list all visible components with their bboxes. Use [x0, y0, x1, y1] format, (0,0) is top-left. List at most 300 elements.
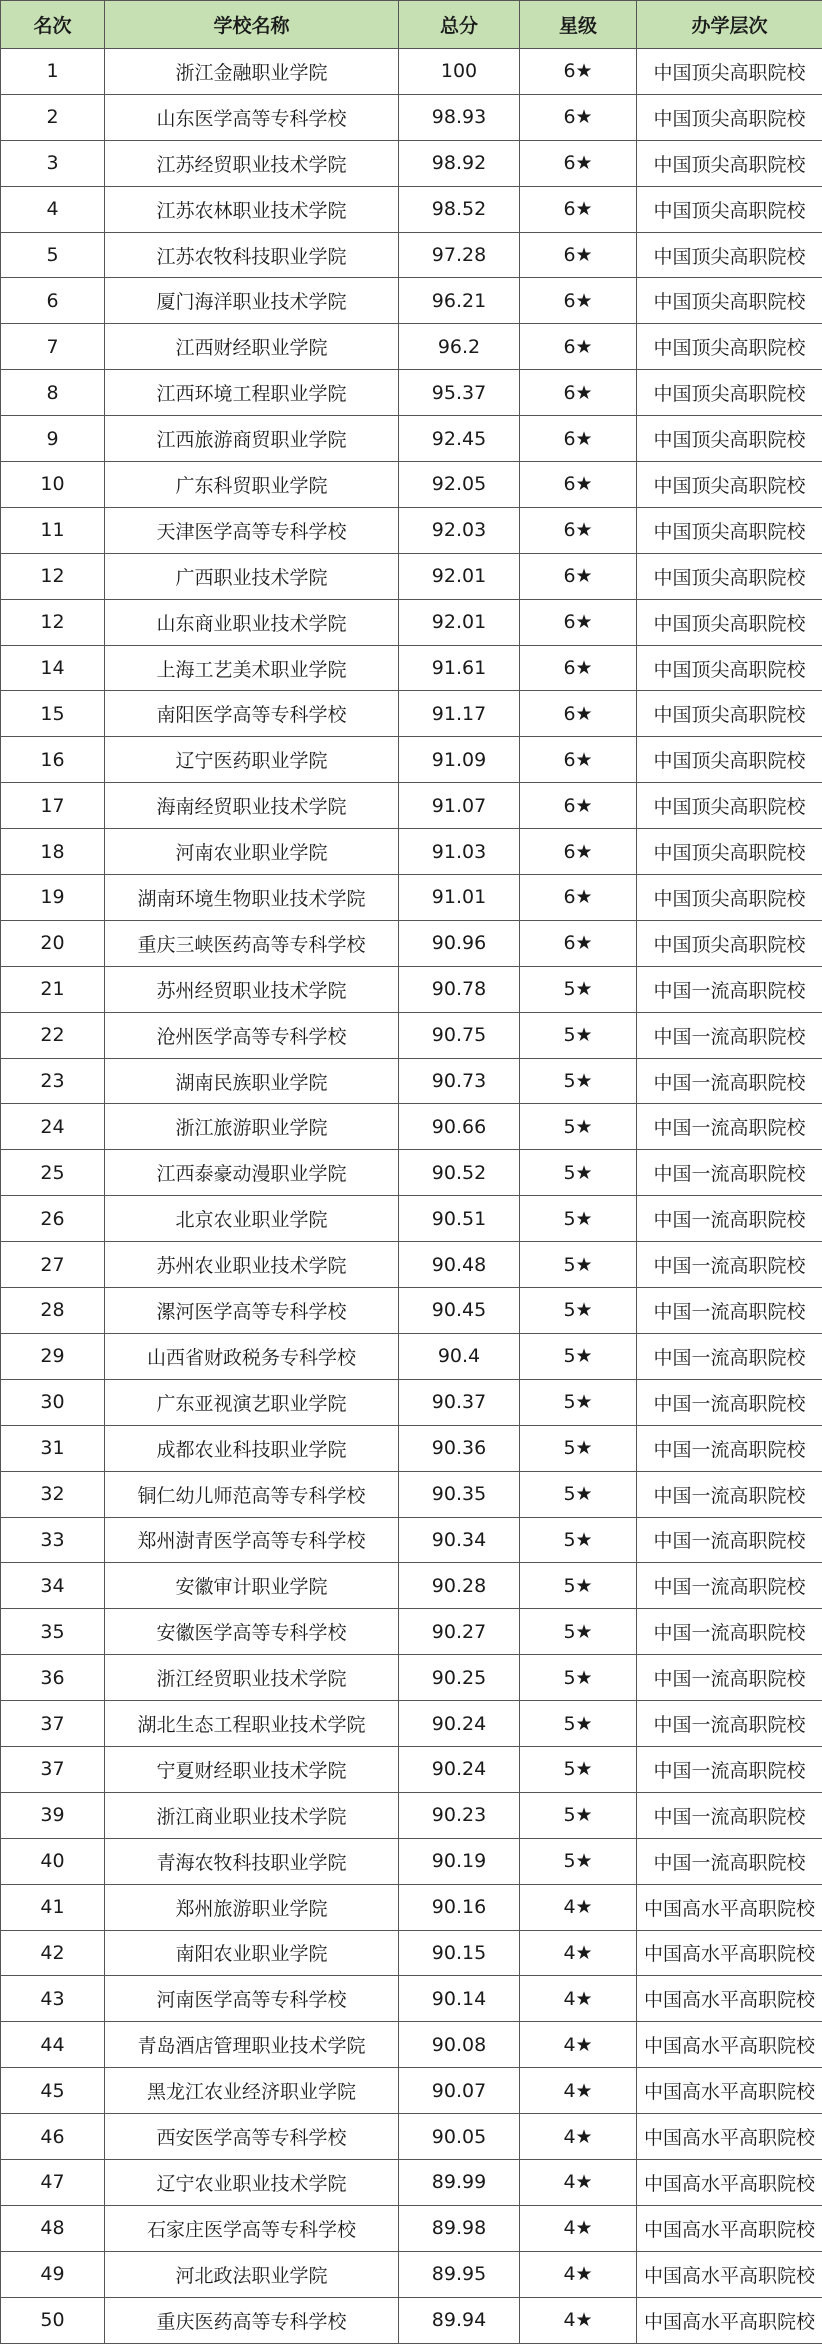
table-row	[1, 1425, 822, 1471]
cell-school-tier: 中国顶尖高职院校	[637, 691, 822, 737]
header-school-name: 学校名称	[105, 1, 399, 49]
cell-rank: 20	[1, 920, 105, 966]
cell-rank: 47	[1, 2159, 105, 2205]
cell-school-name: 重庆三峡医药高等专科学校	[105, 920, 399, 966]
cell-star-level: 5★	[520, 1655, 637, 1701]
cell-school-name: 苏州经贸职业技术学院	[105, 966, 399, 1012]
cell-school-tier: 中国一流高职院校	[637, 1333, 822, 1379]
cell-school-tier: 中国高水平高职院校	[637, 1884, 822, 1930]
table-row	[1, 140, 822, 186]
table-row	[1, 1609, 822, 1655]
cell-school-tier: 中国顶尖高职院校	[637, 737, 822, 783]
cell-star-level: 4★	[520, 1976, 637, 2022]
cell-school-name: 江西泰豪动漫职业学院	[105, 1150, 399, 1196]
cell-star-level: 6★	[520, 920, 637, 966]
cell-total-score: 90.4	[399, 1333, 520, 1379]
table-row	[1, 783, 822, 829]
cell-school-tier: 中国高水平高职院校	[637, 2159, 822, 2205]
cell-total-score: 90.51	[399, 1196, 520, 1242]
cell-star-level: 4★	[520, 2159, 637, 2205]
cell-total-score: 91.09	[399, 737, 520, 783]
cell-school-tier: 中国一流高职院校	[637, 1288, 822, 1334]
cell-total-score: 92.03	[399, 507, 520, 553]
table-row	[1, 1379, 822, 1425]
cell-star-level: 6★	[520, 507, 637, 553]
table-row	[1, 278, 822, 324]
cell-rank: 49	[1, 2251, 105, 2297]
cell-school-tier: 中国顶尖高职院校	[637, 599, 822, 645]
table-row	[1, 507, 822, 553]
cell-school-name: 江西旅游商贸职业学院	[105, 416, 399, 462]
cell-rank: 9	[1, 416, 105, 462]
cell-star-level: 5★	[520, 1333, 637, 1379]
cell-total-score: 91.07	[399, 783, 520, 829]
table-row	[1, 645, 822, 691]
table-row	[1, 2251, 822, 2297]
cell-star-level: 5★	[520, 1746, 637, 1792]
cell-total-score: 91.03	[399, 829, 520, 875]
cell-school-name: 江西财经职业学院	[105, 324, 399, 370]
table-body	[1, 49, 822, 2344]
cell-school-name: 河北政法职业学院	[105, 2251, 399, 2297]
cell-total-score: 90.45	[399, 1288, 520, 1334]
cell-school-name: 河南农业职业学院	[105, 829, 399, 875]
cell-rank: 37	[1, 1746, 105, 1792]
table-row	[1, 1884, 822, 1930]
cell-star-level: 6★	[520, 875, 637, 921]
cell-school-name: 湖南环境生物职业技术学院	[105, 875, 399, 921]
cell-star-level: 4★	[520, 2022, 637, 2068]
cell-rank: 12	[1, 599, 105, 645]
cell-school-name: 安徽医学高等专科学校	[105, 1609, 399, 1655]
cell-star-level: 5★	[520, 1838, 637, 1884]
cell-total-score: 90.07	[399, 2068, 520, 2114]
cell-rank: 28	[1, 1288, 105, 1334]
cell-school-tier: 中国顶尖高职院校	[637, 507, 822, 553]
cell-school-tier: 中国一流高职院校	[637, 1563, 822, 1609]
cell-school-tier: 中国一流高职院校	[637, 1701, 822, 1747]
cell-rank: 39	[1, 1792, 105, 1838]
cell-school-tier: 中国一流高职院校	[637, 1012, 822, 1058]
cell-school-tier: 中国高水平高职院校	[637, 2068, 822, 2114]
cell-total-score: 90.28	[399, 1563, 520, 1609]
cell-school-name: 黑龙江农业经济职业学院	[105, 2068, 399, 2114]
cell-total-score: 97.28	[399, 232, 520, 278]
cell-star-level: 6★	[520, 416, 637, 462]
cell-rank: 17	[1, 783, 105, 829]
table-row	[1, 1012, 822, 1058]
table-row	[1, 1563, 822, 1609]
cell-school-tier: 中国高水平高职院校	[637, 2205, 822, 2251]
cell-school-name: 安徽审计职业学院	[105, 1563, 399, 1609]
table-row	[1, 186, 822, 232]
cell-school-name: 成都农业科技职业学院	[105, 1425, 399, 1471]
cell-school-name: 上海工艺美术职业学院	[105, 645, 399, 691]
table-row	[1, 2159, 822, 2205]
cell-star-level: 5★	[520, 1058, 637, 1104]
cell-total-score: 90.14	[399, 1976, 520, 2022]
cell-rank: 6	[1, 278, 105, 324]
cell-school-name: 浙江金融职业学院	[105, 49, 399, 95]
cell-school-name: 青岛酒店管理职业技术学院	[105, 2022, 399, 2068]
cell-star-level: 5★	[520, 966, 637, 1012]
table-row	[1, 1746, 822, 1792]
cell-total-score: 91.01	[399, 875, 520, 921]
cell-school-name: 石家庄医学高等专科学校	[105, 2205, 399, 2251]
cell-star-level: 5★	[520, 1242, 637, 1288]
cell-school-tier: 中国一流高职院校	[637, 1058, 822, 1104]
cell-rank: 12	[1, 553, 105, 599]
cell-total-score: 90.34	[399, 1517, 520, 1563]
cell-school-tier: 中国一流高职院校	[637, 1242, 822, 1288]
cell-total-score: 100	[399, 49, 520, 95]
cell-school-tier: 中国一流高职院校	[637, 966, 822, 1012]
header-total-score: 总分	[399, 1, 520, 49]
cell-star-level: 5★	[520, 1104, 637, 1150]
cell-total-score: 90.66	[399, 1104, 520, 1150]
table-row	[1, 2022, 822, 2068]
cell-rank: 45	[1, 2068, 105, 2114]
cell-star-level: 6★	[520, 691, 637, 737]
cell-school-name: 宁夏财经职业技术学院	[105, 1746, 399, 1792]
cell-school-name: 厦门海洋职业技术学院	[105, 278, 399, 324]
table-row	[1, 599, 822, 645]
cell-rank: 15	[1, 691, 105, 737]
cell-school-tier: 中国一流高职院校	[637, 1655, 822, 1701]
cell-star-level: 5★	[520, 1012, 637, 1058]
cell-school-tier: 中国顶尖高职院校	[637, 416, 822, 462]
cell-total-score: 91.17	[399, 691, 520, 737]
cell-star-level: 6★	[520, 140, 637, 186]
cell-school-tier: 中国顶尖高职院校	[637, 186, 822, 232]
table-row	[1, 1655, 822, 1701]
cell-star-level: 6★	[520, 783, 637, 829]
cell-school-name: 湖北生态工程职业技术学院	[105, 1701, 399, 1747]
table-row	[1, 1104, 822, 1150]
cell-rank: 33	[1, 1517, 105, 1563]
cell-rank: 21	[1, 966, 105, 1012]
cell-rank: 30	[1, 1379, 105, 1425]
cell-total-score: 90.24	[399, 1701, 520, 1747]
cell-rank: 1	[1, 49, 105, 95]
cell-rank: 16	[1, 737, 105, 783]
table-row	[1, 49, 822, 95]
cell-total-score: 98.52	[399, 186, 520, 232]
cell-rank: 11	[1, 507, 105, 553]
cell-school-name: 江苏农牧科技职业学院	[105, 232, 399, 278]
cell-school-name: 南阳农业职业学院	[105, 1930, 399, 1976]
table-row	[1, 232, 822, 278]
cell-rank: 22	[1, 1012, 105, 1058]
cell-star-level: 5★	[520, 1379, 637, 1425]
table-row	[1, 1701, 822, 1747]
table-row	[1, 920, 822, 966]
cell-school-name: 西安医学高等专科学校	[105, 2114, 399, 2160]
cell-school-tier: 中国顶尖高职院校	[637, 140, 822, 186]
cell-school-tier: 中国一流高职院校	[637, 1104, 822, 1150]
cell-school-name: 北京农业职业学院	[105, 1196, 399, 1242]
header-star-level: 星级	[520, 1, 637, 49]
cell-star-level: 5★	[520, 1150, 637, 1196]
table-row	[1, 1333, 822, 1379]
cell-star-level: 4★	[520, 2114, 637, 2160]
cell-school-name: 浙江经贸职业技术学院	[105, 1655, 399, 1701]
cell-rank: 42	[1, 1930, 105, 1976]
table-row	[1, 1471, 822, 1517]
cell-total-score: 89.99	[399, 2159, 520, 2205]
cell-school-name: 江苏经贸职业技术学院	[105, 140, 399, 186]
cell-rank: 31	[1, 1425, 105, 1471]
cell-star-level: 5★	[520, 1288, 637, 1334]
cell-rank: 41	[1, 1884, 105, 1930]
table-row	[1, 553, 822, 599]
cell-school-tier: 中国高水平高职院校	[637, 2114, 822, 2160]
table-row	[1, 1792, 822, 1838]
cell-school-tier: 中国顶尖高职院校	[637, 553, 822, 599]
cell-school-name: 漯河医学高等专科学校	[105, 1288, 399, 1334]
table-row	[1, 737, 822, 783]
cell-school-name: 广东科贸职业学院	[105, 462, 399, 508]
cell-rank: 25	[1, 1150, 105, 1196]
cell-rank: 24	[1, 1104, 105, 1150]
table-row	[1, 1242, 822, 1288]
cell-rank: 48	[1, 2205, 105, 2251]
cell-school-tier: 中国顶尖高职院校	[637, 875, 822, 921]
cell-school-name: 沧州医学高等专科学校	[105, 1012, 399, 1058]
cell-total-score: 90.37	[399, 1379, 520, 1425]
cell-total-score: 90.05	[399, 2114, 520, 2160]
cell-school-name: 郑州澍青医学高等专科学校	[105, 1517, 399, 1563]
table-row	[1, 1930, 822, 1976]
cell-school-tier: 中国顶尖高职院校	[637, 49, 822, 95]
cell-star-level: 4★	[520, 2297, 637, 2343]
cell-total-score: 96.21	[399, 278, 520, 324]
cell-school-name: 郑州旅游职业学院	[105, 1884, 399, 1930]
cell-star-level: 6★	[520, 645, 637, 691]
cell-total-score: 96.2	[399, 324, 520, 370]
cell-total-score: 90.19	[399, 1838, 520, 1884]
cell-total-score: 92.05	[399, 462, 520, 508]
cell-school-tier: 中国一流高职院校	[637, 1609, 822, 1655]
cell-school-name: 广西职业技术学院	[105, 553, 399, 599]
header-school-tier: 办学层次	[637, 1, 822, 49]
cell-total-score: 95.37	[399, 370, 520, 416]
table-row	[1, 416, 822, 462]
cell-star-level: 4★	[520, 1930, 637, 1976]
cell-school-name: 海南经贸职业技术学院	[105, 783, 399, 829]
cell-rank: 3	[1, 140, 105, 186]
cell-total-score: 90.75	[399, 1012, 520, 1058]
cell-star-level: 6★	[520, 232, 637, 278]
cell-school-tier: 中国顶尖高职院校	[637, 232, 822, 278]
table-row	[1, 875, 822, 921]
cell-star-level: 5★	[520, 1425, 637, 1471]
table-row	[1, 2068, 822, 2114]
cell-school-name: 辽宁农业职业技术学院	[105, 2159, 399, 2205]
cell-star-level: 6★	[520, 370, 637, 416]
cell-total-score: 92.45	[399, 416, 520, 462]
cell-school-tier: 中国一流高职院校	[637, 1792, 822, 1838]
cell-school-tier: 中国一流高职院校	[637, 1746, 822, 1792]
cell-total-score: 90.73	[399, 1058, 520, 1104]
cell-rank: 18	[1, 829, 105, 875]
cell-total-score: 92.01	[399, 553, 520, 599]
table-row	[1, 691, 822, 737]
cell-star-level: 6★	[520, 553, 637, 599]
cell-total-score: 90.96	[399, 920, 520, 966]
cell-school-tier: 中国一流高职院校	[637, 1517, 822, 1563]
cell-star-level: 5★	[520, 1471, 637, 1517]
cell-rank: 23	[1, 1058, 105, 1104]
cell-total-score: 90.27	[399, 1609, 520, 1655]
cell-school-name: 重庆医药高等专科学校	[105, 2297, 399, 2343]
cell-school-tier: 中国顶尖高职院校	[637, 462, 822, 508]
cell-total-score: 89.98	[399, 2205, 520, 2251]
table-row	[1, 370, 822, 416]
cell-school-tier: 中国一流高职院校	[637, 1471, 822, 1517]
cell-star-level: 6★	[520, 737, 637, 783]
cell-school-tier: 中国顶尖高职院校	[637, 645, 822, 691]
cell-star-level: 6★	[520, 599, 637, 645]
cell-rank: 7	[1, 324, 105, 370]
cell-rank: 37	[1, 1701, 105, 1747]
cell-school-name: 广东亚视演艺职业学院	[105, 1379, 399, 1425]
cell-school-name: 苏州农业职业技术学院	[105, 1242, 399, 1288]
cell-school-tier: 中国高水平高职院校	[637, 1930, 822, 1976]
cell-school-tier: 中国顶尖高职院校	[637, 829, 822, 875]
table-row	[1, 1058, 822, 1104]
table-row	[1, 966, 822, 1012]
cell-total-score: 92.01	[399, 599, 520, 645]
header-rank: 名次	[1, 1, 105, 49]
table-row	[1, 2114, 822, 2160]
cell-star-level: 6★	[520, 829, 637, 875]
cell-school-name: 辽宁医药职业学院	[105, 737, 399, 783]
cell-rank: 8	[1, 370, 105, 416]
table-row	[1, 2297, 822, 2343]
table-row	[1, 829, 822, 875]
cell-total-score: 90.15	[399, 1930, 520, 1976]
cell-rank: 35	[1, 1609, 105, 1655]
table-row	[1, 1517, 822, 1563]
table-row	[1, 94, 822, 140]
cell-school-name: 湖南民族职业学院	[105, 1058, 399, 1104]
cell-rank: 10	[1, 462, 105, 508]
cell-total-score: 90.52	[399, 1150, 520, 1196]
cell-school-tier: 中国一流高职院校	[637, 1379, 822, 1425]
table-row	[1, 2205, 822, 2251]
table-row	[1, 1150, 822, 1196]
cell-total-score: 90.23	[399, 1792, 520, 1838]
cell-rank: 44	[1, 2022, 105, 2068]
table-row	[1, 1196, 822, 1242]
cell-rank: 19	[1, 875, 105, 921]
cell-star-level: 4★	[520, 2205, 637, 2251]
cell-total-score: 98.92	[399, 140, 520, 186]
cell-school-name: 南阳医学高等专科学校	[105, 691, 399, 737]
cell-total-score: 90.25	[399, 1655, 520, 1701]
cell-total-score: 90.78	[399, 966, 520, 1012]
cell-school-tier: 中国顶尖高职院校	[637, 94, 822, 140]
cell-total-score: 90.36	[399, 1425, 520, 1471]
cell-rank: 27	[1, 1242, 105, 1288]
cell-school-tier: 中国顶尖高职院校	[637, 783, 822, 829]
cell-star-level: 5★	[520, 1563, 637, 1609]
cell-star-level: 5★	[520, 1701, 637, 1747]
cell-rank: 43	[1, 1976, 105, 2022]
cell-school-tier: 中国顶尖高职院校	[637, 920, 822, 966]
cell-rank: 4	[1, 186, 105, 232]
cell-star-level: 5★	[520, 1517, 637, 1563]
cell-total-score: 90.08	[399, 2022, 520, 2068]
cell-rank: 2	[1, 94, 105, 140]
cell-rank: 36	[1, 1655, 105, 1701]
table-row	[1, 1976, 822, 2022]
cell-total-score: 90.24	[399, 1746, 520, 1792]
cell-school-name: 浙江商业职业技术学院	[105, 1792, 399, 1838]
cell-rank: 34	[1, 1563, 105, 1609]
cell-total-score: 98.93	[399, 94, 520, 140]
cell-star-level: 6★	[520, 278, 637, 324]
cell-school-name: 山西省财政税务专科学校	[105, 1333, 399, 1379]
cell-rank: 5	[1, 232, 105, 278]
table-row	[1, 324, 822, 370]
cell-star-level: 6★	[520, 462, 637, 508]
cell-star-level: 5★	[520, 1196, 637, 1242]
table-row	[1, 1288, 822, 1334]
cell-total-score: 90.16	[399, 1884, 520, 1930]
cell-star-level: 5★	[520, 1792, 637, 1838]
cell-star-level: 4★	[520, 2068, 637, 2114]
cell-star-level: 4★	[520, 2251, 637, 2297]
cell-rank: 26	[1, 1196, 105, 1242]
cell-total-score: 91.61	[399, 645, 520, 691]
table-row	[1, 462, 822, 508]
cell-rank: 29	[1, 1333, 105, 1379]
cell-rank: 32	[1, 1471, 105, 1517]
table-header	[1, 1, 822, 49]
cell-total-score: 89.95	[399, 2251, 520, 2297]
cell-star-level: 6★	[520, 324, 637, 370]
table-row	[1, 1838, 822, 1884]
cell-school-name: 河南医学高等专科学校	[105, 1976, 399, 2022]
cell-school-tier: 中国顶尖高职院校	[637, 278, 822, 324]
cell-school-name: 铜仁幼儿师范高等专科学校	[105, 1471, 399, 1517]
cell-school-tier: 中国高水平高职院校	[637, 2297, 822, 2343]
cell-school-tier: 中国一流高职院校	[637, 1196, 822, 1242]
cell-star-level: 6★	[520, 49, 637, 95]
cell-total-score: 89.94	[399, 2297, 520, 2343]
cell-school-tier: 中国高水平高职院校	[637, 2251, 822, 2297]
cell-rank: 46	[1, 2114, 105, 2160]
cell-rank: 50	[1, 2297, 105, 2343]
cell-school-name: 山东医学高等专科学校	[105, 94, 399, 140]
cell-school-name: 江苏农林职业技术学院	[105, 186, 399, 232]
cell-school-tier: 中国一流高职院校	[637, 1838, 822, 1884]
cell-total-score: 90.35	[399, 1471, 520, 1517]
cell-school-tier: 中国高水平高职院校	[637, 1976, 822, 2022]
cell-star-level: 6★	[520, 94, 637, 140]
cell-school-name: 山东商业职业技术学院	[105, 599, 399, 645]
header-row	[1, 1, 822, 49]
cell-school-tier: 中国一流高职院校	[637, 1150, 822, 1196]
cell-rank: 14	[1, 645, 105, 691]
cell-school-tier: 中国顶尖高职院校	[637, 324, 822, 370]
cell-school-tier: 中国一流高职院校	[637, 1425, 822, 1471]
cell-school-name: 江西环境工程职业学院	[105, 370, 399, 416]
cell-total-score: 90.48	[399, 1242, 520, 1288]
cell-star-level: 5★	[520, 1609, 637, 1655]
